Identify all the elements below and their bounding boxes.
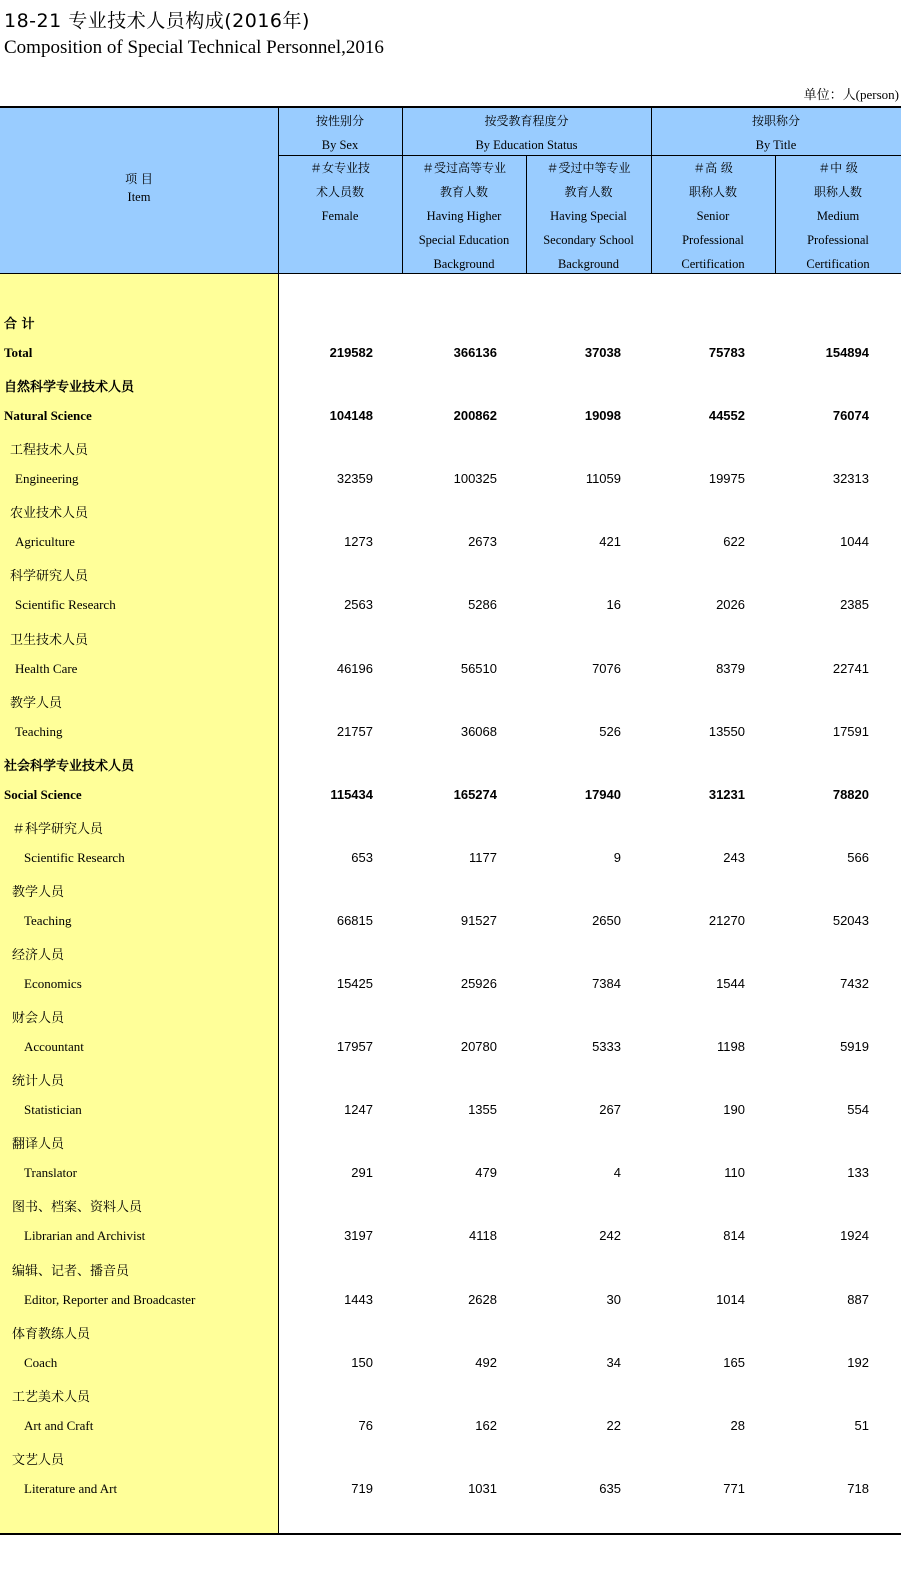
row-label-en: Accountant [24, 1039, 84, 1055]
table-cell-value: 4118 [469, 1228, 497, 1244]
column-divider [775, 155, 776, 274]
column-divider [526, 155, 527, 274]
table-cell-value: 104148 [329, 408, 373, 424]
table-cell-value: 15425 [336, 976, 373, 991]
table-cell-value: 25926 [460, 976, 497, 991]
table-cell-value: 653 [351, 849, 373, 865]
header-item [0, 170, 278, 206]
header-by-title-en: By Title [755, 138, 797, 152]
table-cell-value: 2026 [716, 597, 745, 613]
table-cell-value: 2628 [468, 1291, 497, 1307]
header-col-higher-education [402, 156, 526, 276]
header-col-line: 职称人数 [813, 185, 862, 199]
header-col-line: ＃女专业技 [309, 161, 370, 175]
row-label-cn: 自然科学专业技术人员 [4, 380, 135, 396]
table-cell-value: 165274 [453, 786, 497, 802]
row-label-cn: 科学研究人员 [10, 569, 89, 585]
row-label-en: Health Care [15, 660, 78, 676]
header-col-medium [775, 156, 901, 276]
table-cell-value: 1198 [717, 1039, 745, 1055]
row-label-en: Agriculture [15, 534, 75, 550]
header-by-sex [278, 109, 402, 157]
table-cell-value: 242 [599, 1228, 621, 1244]
header-col-line: Background [557, 257, 620, 271]
unit-en: (person) [855, 87, 899, 102]
table-cell-value: 7432 [840, 976, 869, 991]
row-label-en: Natural Science [4, 408, 92, 424]
table-cell-value: 8379 [716, 660, 745, 676]
table-cell-value: 2650 [592, 912, 621, 928]
table-cell-value: 115434 [330, 786, 373, 802]
table-cell-value: 110 [724, 1165, 745, 1181]
column-divider [402, 108, 403, 274]
table-cell-value: 1443 [344, 1291, 373, 1307]
header-col-secondary-education [526, 156, 651, 276]
row-label-en: Teaching [24, 912, 72, 928]
table-cell-value: 16 [606, 597, 621, 613]
table-cell-value: 30 [606, 1291, 621, 1307]
header-by-education-cn: 按受教育程度分 [484, 114, 569, 128]
table-cell-value: 34 [606, 1354, 621, 1370]
row-label-cn: 教学人员 [10, 695, 63, 711]
table-cell-value: 2385 [840, 597, 869, 613]
table-cell-value: 192 [847, 1354, 869, 1370]
table-cell-value: 22 [606, 1417, 621, 1433]
row-label-cn: 体育教练人员 [12, 1326, 91, 1342]
table-cell-value: 76 [358, 1417, 373, 1433]
table-bottom-rule [0, 1533, 901, 1535]
row-label-cn: ＃科学研究人员 [12, 821, 104, 837]
table-cell-value: 1014 [716, 1291, 745, 1307]
header-col-line: ＃受过高等专业 [421, 161, 506, 175]
table-cell-value: 22741 [832, 660, 869, 676]
row-label-cn: 经济人员 [12, 948, 65, 963]
page-title-en: Composition of Special Technical Personnel,2016 [4, 37, 384, 58]
row-label-en: Statistician [24, 1102, 82, 1118]
table-cell-value: 421 [599, 534, 621, 550]
table-cell-value: 56510 [460, 660, 497, 676]
row-label-cn: 合 计 [4, 317, 35, 332]
header-col-senior [651, 156, 775, 276]
table-cell-value: 11059 [585, 471, 621, 487]
table-cell-value: 5333 [592, 1039, 621, 1055]
table-cell-value: 150 [351, 1354, 373, 1370]
header-col-line: Professional [682, 233, 744, 247]
row-label-cn: 翻译人员 [12, 1137, 65, 1153]
table-cell-value: 20780 [460, 1039, 497, 1055]
header-col-line: Certification [681, 257, 745, 271]
column-divider [278, 108, 279, 1534]
table-cell-value: 366136 [453, 345, 497, 360]
table-cell-value: 2563 [344, 597, 373, 613]
row-label-cn: 统计人员 [12, 1074, 65, 1090]
header-col-line: Background [433, 257, 495, 271]
unit-label [804, 84, 899, 103]
row-label-en: Social Science [4, 786, 82, 802]
header-item-en: Item [127, 190, 151, 204]
table-cell-value: 78820 [832, 786, 869, 802]
row-label-en: Art and Craft [24, 1417, 94, 1433]
table-cell-value: 32359 [336, 471, 373, 487]
table-cell-value: 771 [723, 1480, 745, 1496]
table-cell-value: 37038 [584, 345, 621, 360]
row-label-cn: 社会科学专业技术人员 [4, 758, 135, 774]
table-cell-value: 7076 [592, 660, 621, 676]
header-col-line: ＃中 级 [818, 161, 858, 175]
header-item-cn: 项 目 [125, 172, 153, 186]
table-cell-value: 17957 [336, 1039, 373, 1055]
row-label-cn: 文艺人员 [12, 1452, 65, 1468]
table-cell-value: 75783 [708, 345, 745, 360]
table-cell-value: 100325 [453, 471, 497, 487]
row-label-en: Teaching [15, 723, 63, 739]
table-cell-value: 165 [723, 1354, 745, 1370]
table-cell-value: 76074 [832, 408, 869, 424]
table-cell-value: 66815 [336, 912, 373, 928]
header-col-line: Certification [806, 257, 870, 271]
header-col-line: Professional [807, 233, 869, 247]
header-col-line: Secondary School [543, 233, 634, 247]
row-label-en: Economics [24, 976, 82, 991]
table-cell-value: 1031 [468, 1480, 497, 1496]
header-by-title-cn: 按职称分 [751, 114, 800, 128]
header-col-line: 职称人数 [688, 185, 737, 199]
table-cell-value: 1273 [344, 534, 373, 550]
row-label-cn: 卫生技术人员 [10, 632, 89, 648]
table-cell-value: 1924 [840, 1228, 869, 1244]
header-by-sex-cn: 按性别分 [315, 114, 364, 128]
table-cell-value: 5919 [840, 1039, 869, 1055]
table-cell-value: 1247 [344, 1102, 373, 1118]
table-cell-value: 479 [475, 1165, 497, 1181]
column-divider [651, 108, 652, 274]
table-cell-value: 162 [475, 1417, 497, 1433]
row-label-cn: 编辑、记者、播音员 [12, 1263, 130, 1279]
table-cell-value: 51 [854, 1417, 869, 1433]
header-col-line: Medium [816, 209, 860, 223]
header-col-female [278, 156, 402, 228]
table-cell-value: 28 [730, 1417, 745, 1433]
header-col-line: Senior [696, 209, 730, 223]
row-label-en: Editor, Reporter and Broadcaster [24, 1291, 196, 1307]
table-cell-value: 21757 [336, 723, 373, 739]
row-label-cn: 工程技术人员 [10, 443, 89, 459]
row-label-en: Total [4, 345, 33, 360]
table-cell-value: 44552 [708, 408, 745, 424]
row-label-en: Engineering [15, 471, 79, 487]
table-cell-value: 91527 [460, 912, 497, 928]
table-cell-value: 36068 [460, 723, 497, 739]
table-stub-column [0, 274, 278, 1533]
header-divider [278, 155, 901, 156]
table-cell-value: 21270 [708, 912, 745, 928]
row-label-en: Literature and Art [24, 1480, 118, 1496]
header-col-line: ＃高 级 [693, 161, 733, 175]
table-cell-value: 718 [847, 1480, 869, 1496]
header-by-education-en: By Education Status [475, 138, 578, 152]
table-cell-value: 1355 [468, 1102, 497, 1118]
table-cell-value: 46196 [336, 660, 373, 676]
header-col-line: Having Special [550, 209, 627, 223]
table-cell-value: 887 [847, 1291, 869, 1307]
header-col-line: Having Higher [426, 209, 502, 223]
table-cell-value: 219582 [329, 345, 373, 360]
row-label-en: Scientific Research [24, 849, 125, 865]
table-cell-value: 566 [847, 849, 869, 865]
table-cell-value: 17940 [584, 786, 621, 802]
table-cell-value: 7384 [592, 976, 621, 991]
table-cell-value: 5286 [468, 597, 497, 613]
table-cell-value: 3197 [344, 1228, 373, 1244]
table-cell-value: 2673 [468, 534, 497, 550]
table-cell-value: 814 [723, 1228, 745, 1244]
row-label-cn: 农业技术人员 [10, 506, 89, 522]
header-col-line: ＃受过中等专业 [546, 161, 631, 175]
table-cell-value: 9 [613, 849, 621, 865]
row-label-en: Scientific Research [15, 597, 116, 613]
table-cell-value: 1177 [469, 849, 497, 865]
table-cell-value: 52043 [832, 912, 869, 928]
header-col-line: 术人员数 [315, 185, 364, 199]
row-label-cn: 图书、档案、资料人员 [12, 1200, 143, 1216]
header-col-line: 教育人数 [564, 185, 613, 199]
header-col-line: Female [321, 209, 359, 223]
table-cell-value: 243 [723, 849, 745, 865]
row-label-en: Translator [24, 1165, 77, 1181]
table-cell-value: 32313 [832, 471, 869, 487]
page-title-cn: 18-21 专业技术人员构成(2016年) [4, 10, 310, 32]
table-cell-value: 719 [351, 1480, 373, 1496]
table-cell-value: 635 [599, 1480, 621, 1496]
table-cell-value: 19975 [708, 471, 745, 487]
row-label-cn: 工艺美术人员 [12, 1389, 91, 1405]
unit-cn: 单位：人 [803, 88, 856, 103]
table-cell-value: 492 [475, 1354, 497, 1370]
header-col-line: 教育人数 [439, 185, 488, 199]
table-cell-value: 190 [723, 1102, 745, 1118]
row-label-cn: 财会人员 [12, 1011, 65, 1027]
table-cell-value: 13550 [708, 723, 745, 739]
header-by-title [651, 109, 901, 157]
header-by-education [402, 109, 651, 157]
table-cell-value: 622 [723, 534, 745, 550]
table-cell-value: 1044 [840, 534, 869, 550]
table-cell-value: 526 [599, 723, 621, 739]
table-cell-value: 31231 [708, 786, 745, 802]
table-cell-value: 1544 [716, 976, 745, 991]
table-cell-value: 19098 [584, 408, 621, 424]
table-cell-value: 4 [613, 1165, 621, 1181]
table-cell-value: 133 [847, 1165, 869, 1181]
header-by-sex-en: By Sex [321, 138, 359, 152]
header-col-line: Special Education [418, 233, 510, 247]
table-cell-value: 17591 [832, 723, 869, 739]
table-cell-value: 154894 [825, 345, 869, 360]
table-cell-value: 200862 [453, 408, 497, 424]
table-cell-value: 554 [847, 1102, 869, 1118]
table-cell-value: 291 [351, 1165, 373, 1181]
table-cell-value: 267 [599, 1102, 621, 1118]
row-label-cn: 教学人员 [12, 884, 65, 900]
row-label-en: Coach [24, 1354, 58, 1370]
row-label-en: Librarian and Archivist [24, 1228, 146, 1244]
header-bottom-rule [0, 273, 901, 274]
